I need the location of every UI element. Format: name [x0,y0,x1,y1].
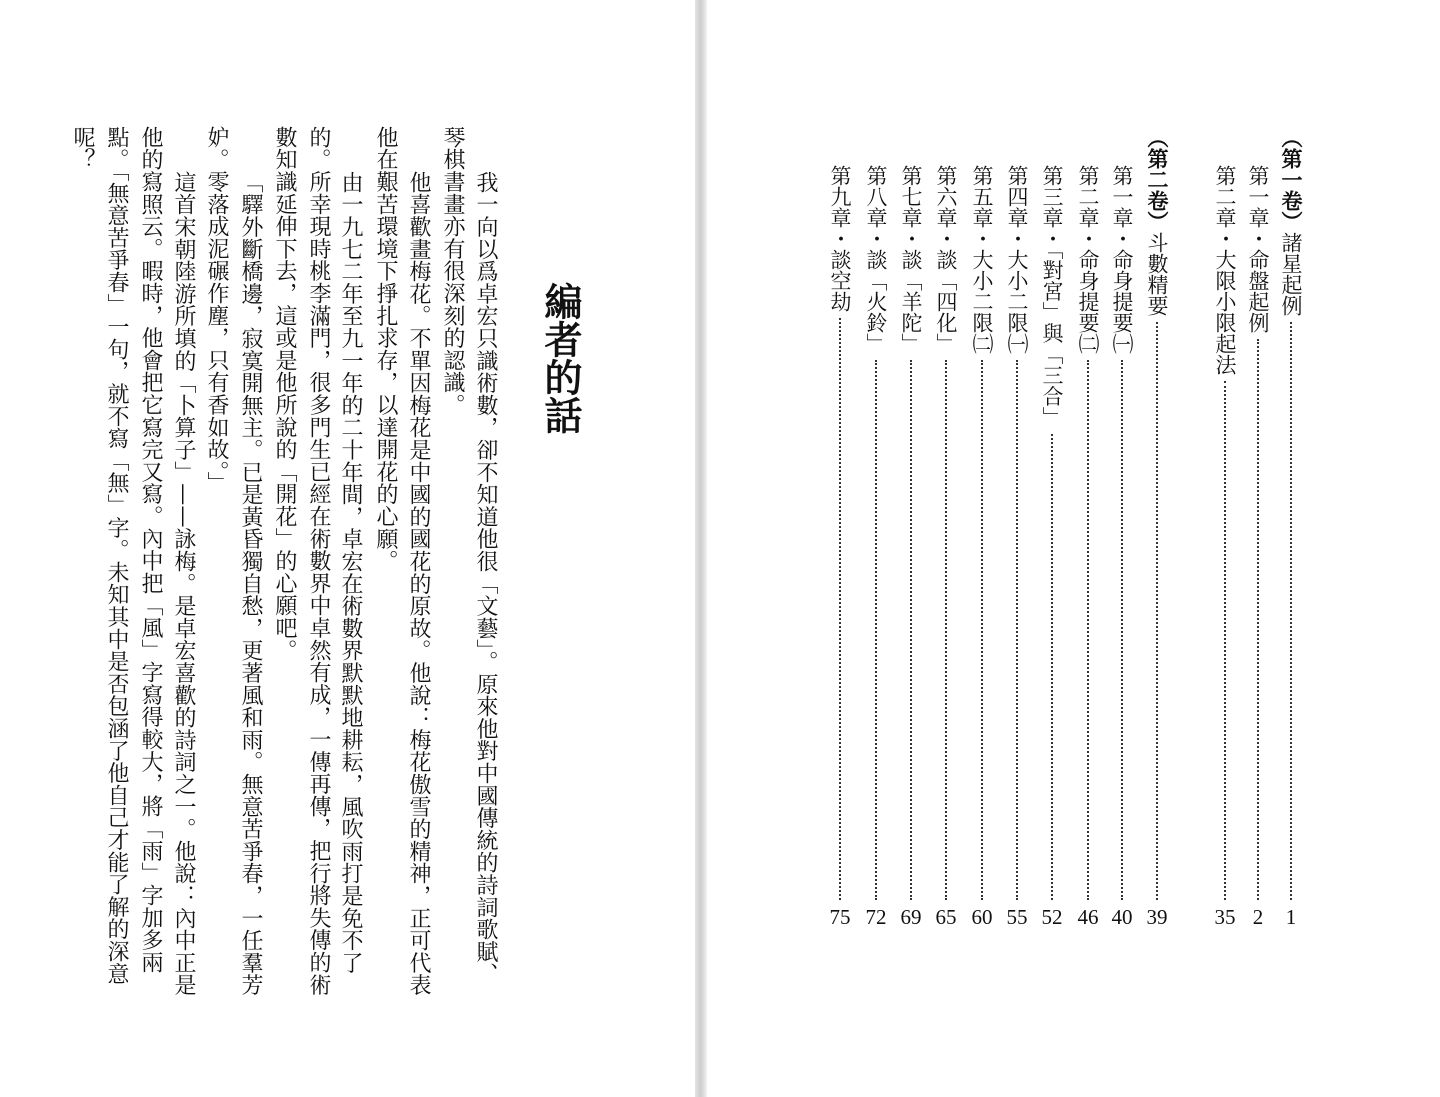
book-gutter [695,0,707,1097]
toc-volume-title: 斗數精要 [1145,232,1169,316]
dot-leader [1087,360,1089,900]
toc-page-number: 65 [935,905,957,929]
toc-label: 第四章・大小二限㈠ [1005,165,1029,354]
toc-label: 第五章・大小二限㈡ [970,165,994,354]
dot-leader [981,360,983,900]
toc-label: 第一章・命盤起例 [1246,165,1270,333]
toc-page-number: 40 [1111,905,1133,929]
toc-entry [1107,165,1137,928]
toc-label: 第九章・談空劫 [828,165,852,312]
dot-leader [1051,434,1053,901]
toc-page-number: 1 [1285,905,1297,929]
page-title: 編者的話 [538,282,583,434]
dot-leader [910,360,912,900]
toc-entry [1073,165,1103,928]
toc-entry [1037,165,1067,928]
toc-label: 第二章・命身提要㈡ [1076,165,1100,354]
toc-page-number: 55 [1006,905,1028,929]
body-column: 的。所幸現時桃李滿門，很多門生已經在術數界中卓然有成，一傳再傳，把行將失傳的術 [306,126,331,996]
poem-column: 妒。零落成泥碾作塵，只有香如故。」 [204,126,229,495]
toc-volume-label: （第二卷） [1145,127,1170,232]
toc-label [1142,127,1172,316]
toc-page-number: 35 [1214,905,1236,929]
dot-leader [1224,381,1226,900]
body-column: 他的寫照云。暇時，他會把它寫完又寫。內中把「風」字寫得較大，將「雨」字加多兩 [138,126,163,974]
toc-label: 第三章・「對宮」與「三合」 [1040,165,1064,428]
toc-volume-heading [1276,127,1306,928]
dot-leader [1257,339,1259,900]
dot-leader [1290,322,1292,900]
body-column: 他喜歡畫梅花。不單因梅花是中國的國花的原故。他說：梅花傲雪的精神，正可代表 [406,171,431,997]
toc-label: 第二章・大限小限起法 [1213,165,1237,375]
body-column: 他在艱苦環境下掙扎求存，以達開花的心願。 [373,126,398,572]
body-column: 我一向以爲卓宏只識術數，卻不知道他很「文藝」。原來他對中國傳統的詩詞歌賦、 [473,171,498,986]
poem-column: 「驛外斷橋邊，寂寞開無主。已是黃昏獨自愁，更著風和雨。無意苦爭春，一任羣芳 [238,171,263,997]
toc-entry [1210,165,1240,928]
dot-leader [1121,360,1123,900]
toc-entry [931,165,961,928]
toc-entry [896,165,926,928]
toc-volume-heading [1142,127,1172,928]
body-column: 琴棋書畫亦有很深刻的認識。 [440,126,465,416]
dot-leader [1016,360,1018,900]
toc-entry [1243,165,1273,928]
toc-entry [825,165,855,928]
toc-page-number: 39 [1146,905,1168,929]
dot-leader [1156,322,1158,900]
left-page [0,0,695,1097]
right-page-contents [707,0,1440,1097]
toc-entry [861,165,891,928]
body-column: 由一九七二年至九一年的二十年間，卓宏在術數界默默地耕耘，風吹雨打是免不了 [338,171,363,974]
body-column: 呢？ [70,126,95,171]
toc-volume-title: 諸星起例 [1279,232,1303,316]
toc-page-number: 69 [900,905,922,929]
toc-page-number: 60 [971,905,993,929]
toc-label: 第一章・命身提要㈠ [1110,165,1134,354]
toc-label: 第七章・談「羊陀」 [899,165,923,354]
toc-page-number: 72 [865,905,887,929]
dot-leader [945,360,947,900]
toc-label: 第六章・談「四化」 [934,165,958,354]
dot-leader [839,318,841,900]
body-column: 點。「無意苦爭春」一句，就不寫「無」字。未知其中是否包涵了他自己才能了解的深意 [104,126,129,985]
toc-page-number: 46 [1077,905,1099,929]
body-column: 這首宋朝陸游所填的「卜算子」——詠梅。是卓宏喜歡的詩詞之一。他說：內中正是 [171,171,196,997]
toc-page-number: 75 [829,905,851,929]
toc-label [1276,127,1306,316]
body-column: 數知識延伸下去，這或是他所說的「開花」的心願吧。 [272,126,297,662]
toc-entry [967,165,997,928]
toc-page-number: 52 [1041,905,1063,929]
toc-entry [1002,165,1032,928]
dot-leader [875,360,877,900]
toc-label: 第八章・談「火鈴」 [864,165,888,354]
toc-volume-label: （第一卷） [1279,127,1304,232]
toc-page-number: 2 [1252,905,1264,929]
